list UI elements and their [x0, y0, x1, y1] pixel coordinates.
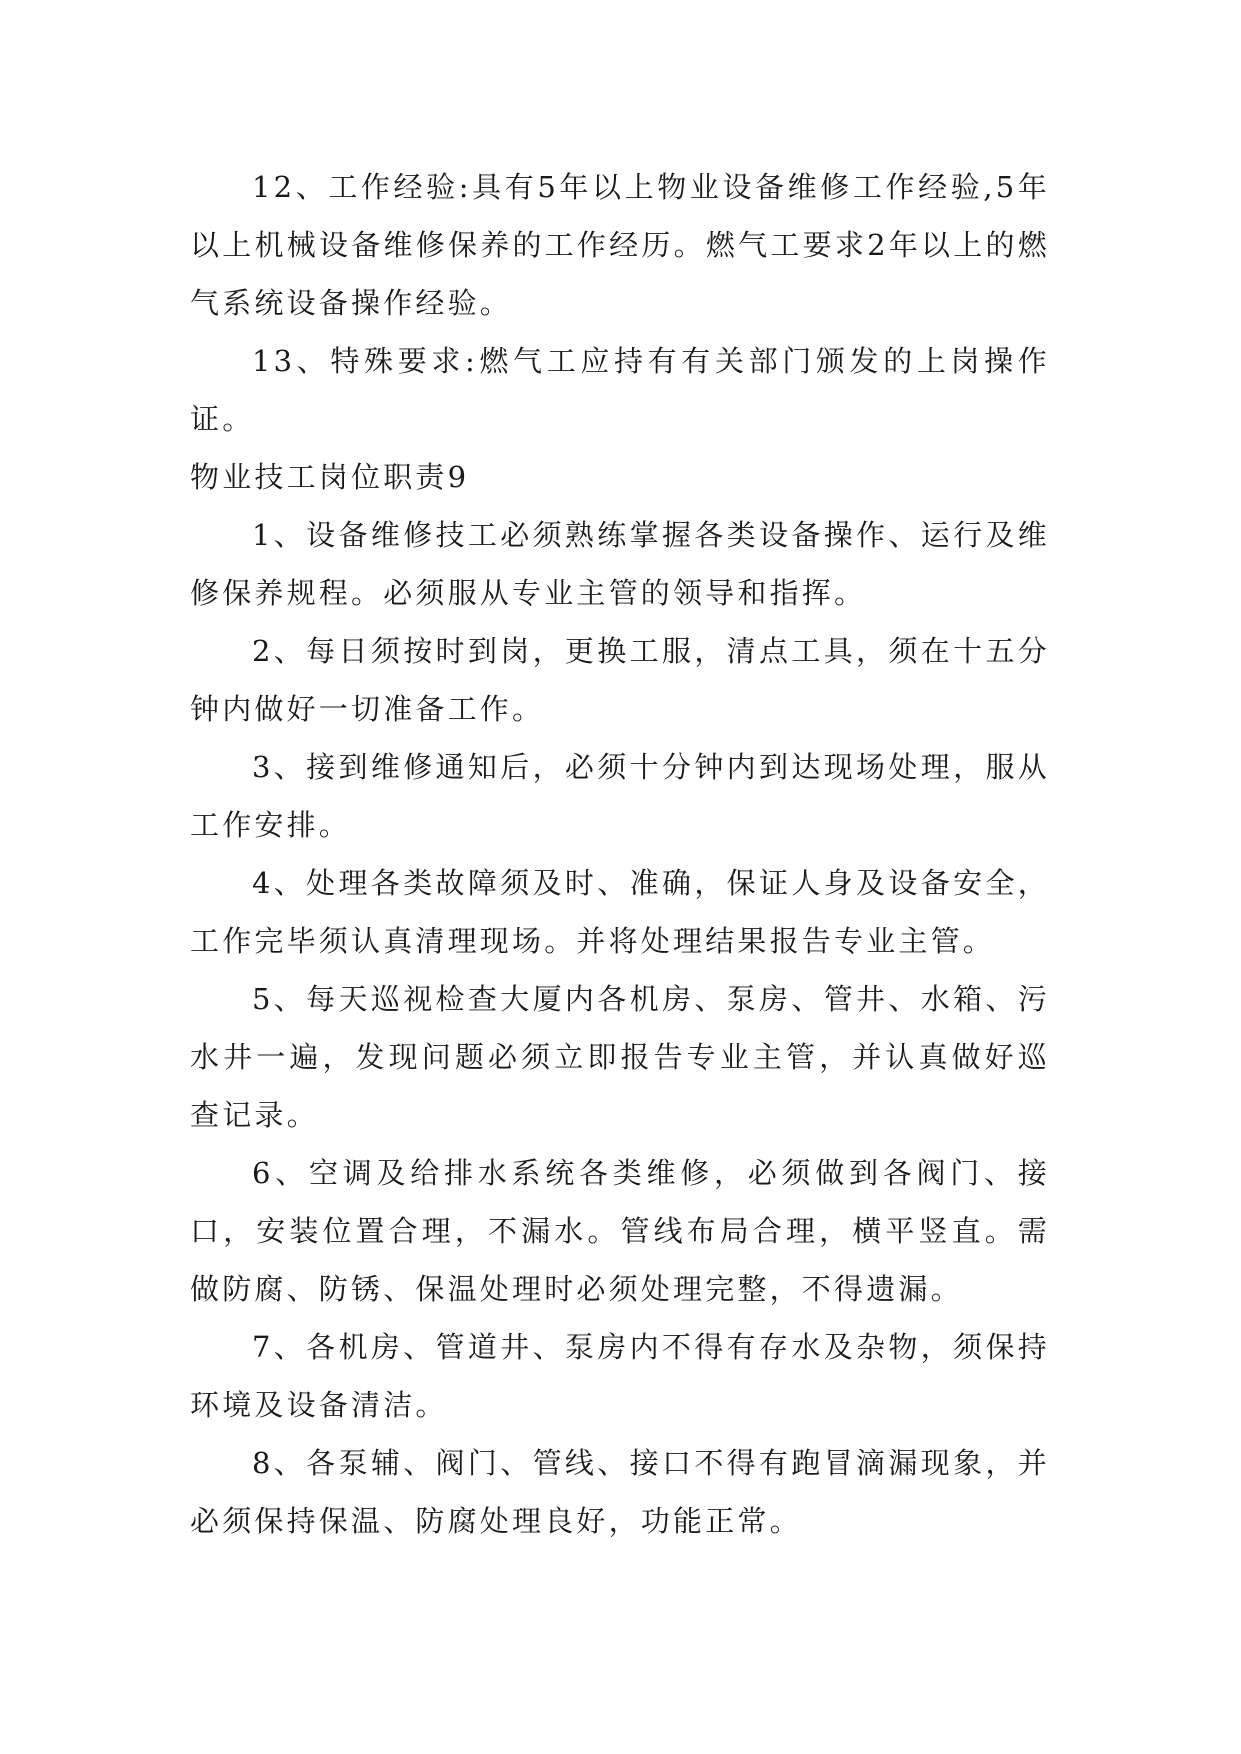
paragraph-item-6: 6、空调及给排水系统各类维修，必须做到各阀门、接口，安装位置合理，不漏水。管线布局合理，横平竖直。需做防腐、防锈、保温处理时必须处理完整，不得遗漏。	[190, 1156, 1050, 1306]
paragraph-item-8: 8、各泵辅、阀门、管线、接口不得有跑冒滴漏现象，并必须保持保温、防腐处理良好，功能正常。	[190, 1446, 1050, 1538]
paragraph-item-13: 13、特殊要求:燃气工应持有有关部门颁发的上岗操作证。	[190, 344, 1050, 436]
paragraph-item-7: 7、各机房、管道井、泵房内不得有存水及杂物，须保持环境及设备清洁。	[190, 1330, 1050, 1422]
paragraph-item-2: 2、每日须按时到岗，更换工服，清点工具，须在十五分钟内做好一切准备工作。	[190, 634, 1050, 726]
document-body	[190, 158, 1050, 1550]
paragraph-item-4: 4、处理各类故障须及时、准确，保证人身及设备安全，工作完毕须认真清理现场。并将处理结果报告专业主管。	[190, 866, 1050, 958]
paragraph-item-12: 12、工作经验:具有5年以上物业设备维修工作经验,5年以上机械设备维修保养的工作经历。燃气工要求2年以上的燃气系统设备操作经验。	[190, 170, 1050, 320]
paragraph-item-5: 5、每天巡视检查大厦内各机房、泵房、管井、水箱、污水井一遍，发现问题必须立即报告专业主管，并认真做好巡查记录。	[190, 982, 1050, 1132]
paragraph-item-1: 1、设备维修技工必须熟练掌握各类设备操作、运行及维修保养规程。必须服从专业主管的领导和指挥。	[190, 518, 1050, 610]
paragraph-item-3: 3、接到维修通知后，必须十分钟内到达现场处理，服从工作安排。	[190, 750, 1050, 842]
section-heading: 物业技工岗位职责9	[190, 460, 470, 494]
